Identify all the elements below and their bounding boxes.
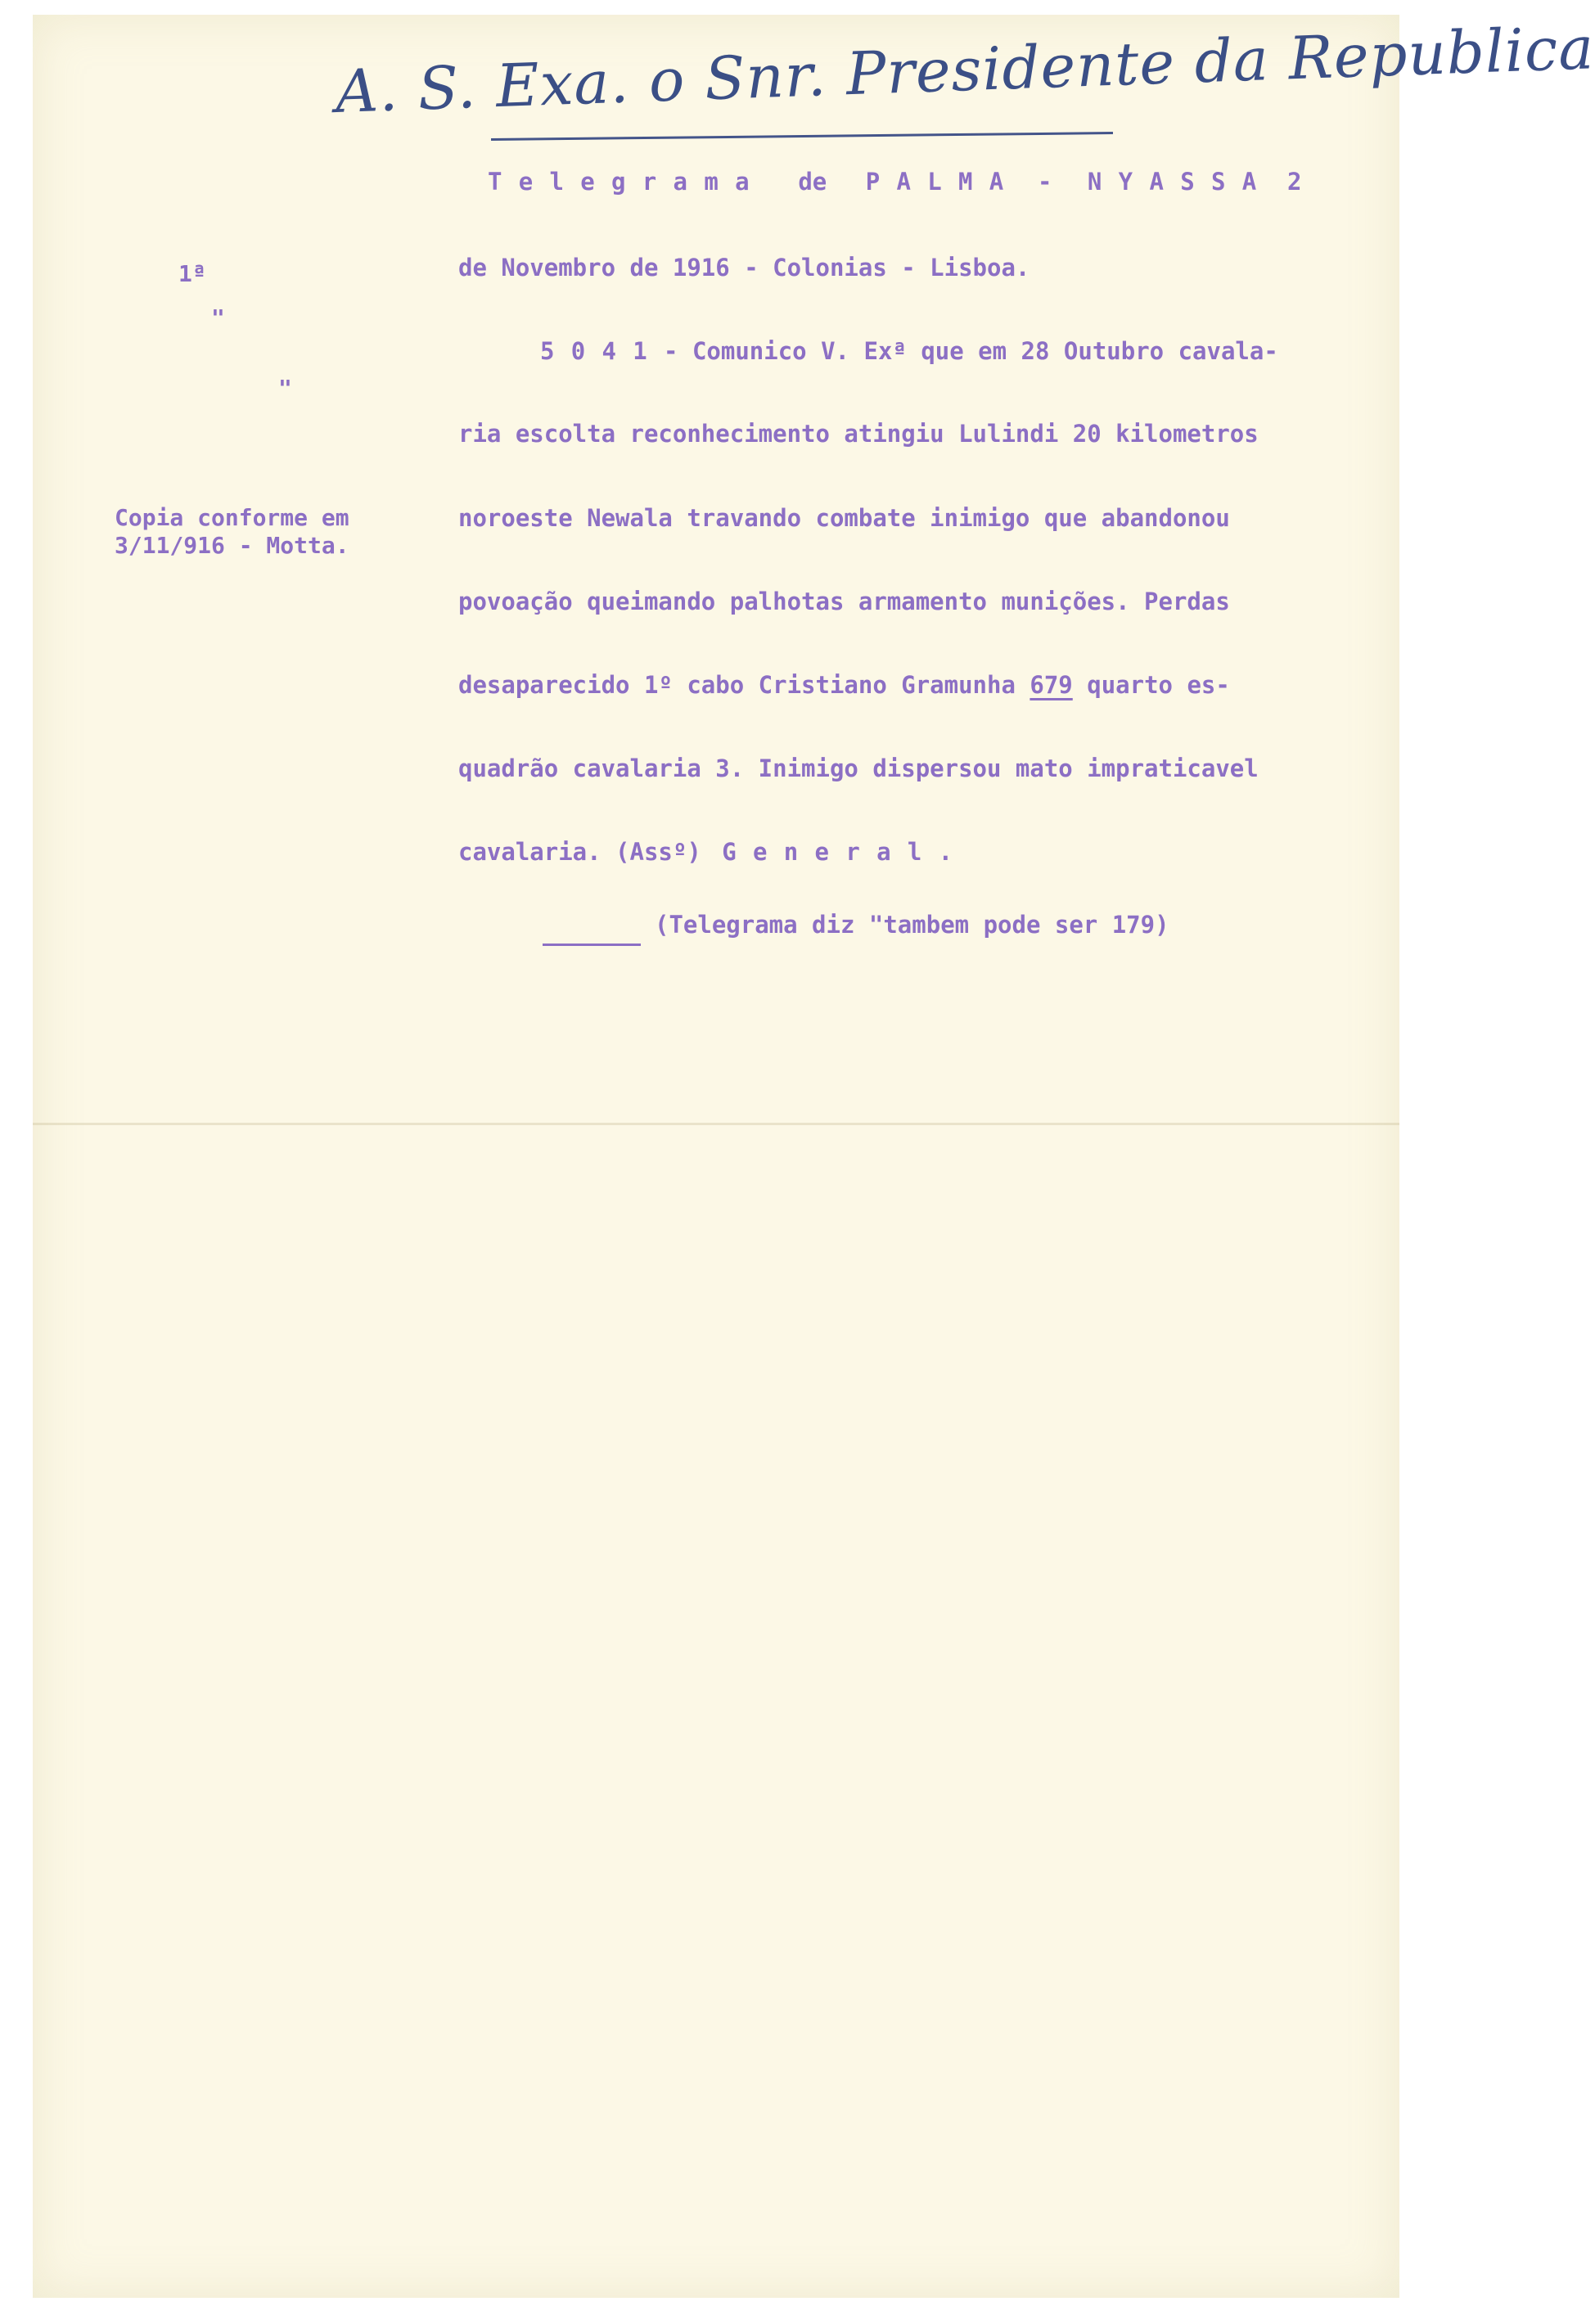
handwritten-address: A. S. Exa. o Snr. Presidente da Republica — [334, 13, 1595, 126]
paper-fold-line — [33, 1123, 1399, 1125]
copy-note-line-1: Copia conforme em — [115, 504, 349, 531]
telegram-line-6-b: quarto es- — [1072, 671, 1230, 699]
underlined-number: 679 — [1030, 671, 1073, 699]
heading-word: Telegrama — [488, 168, 766, 196]
telegram-line-5: povoação queimando palhotas armamento munições. Perdas — [458, 588, 1230, 615]
telegram-line-2 — [540, 337, 1278, 365]
telegram-line-7: quadrão cavalaria 3. Inimigo dispersou mato impraticavel — [458, 754, 1259, 782]
telegram-line-3: ria escolta reconhecimento atingiu Lulindi 20 kilometros — [458, 420, 1259, 448]
telegram-line-8-a: cavalaria. (Assº) — [458, 838, 701, 866]
margin-mark-first: 1ª — [178, 260, 206, 287]
signature-general: General. — [722, 838, 970, 866]
telegram-number: 5041 — [540, 337, 665, 365]
telegram-heading — [488, 168, 1301, 196]
heading-de: de — [798, 168, 827, 196]
heading-day: 2 — [1286, 168, 1302, 196]
margin-mark-ditto-1: " — [211, 304, 225, 331]
telegram-line-4: noroeste Newala travando combate inimigo que abandonou — [458, 504, 1230, 532]
heading-dash: - — [1037, 168, 1052, 196]
telegram-footnote: (Telegrama diz "tambem pode ser 179) — [655, 911, 1169, 939]
telegram-line-2-text: - Comunico V. Exª que em 28 Outubro cavala- — [664, 337, 1278, 365]
telegram-line-1: de Novembro de 1916 - Colonias - Lisboa. — [458, 254, 1030, 281]
margin-mark-ditto-2: " — [278, 375, 292, 402]
footnote-dash — [543, 944, 641, 946]
telegram-line-6 — [458, 671, 1230, 699]
heading-place: PALMA — [865, 168, 1021, 196]
telegram-line-6-a: desaparecido 1º cabo Cristiano Gramunha — [458, 671, 1030, 699]
heading-region: NYASSA — [1087, 168, 1273, 196]
telegram-line-8 — [458, 838, 969, 866]
copy-note-line-2: 3/11/916 - Motta. — [115, 532, 349, 559]
